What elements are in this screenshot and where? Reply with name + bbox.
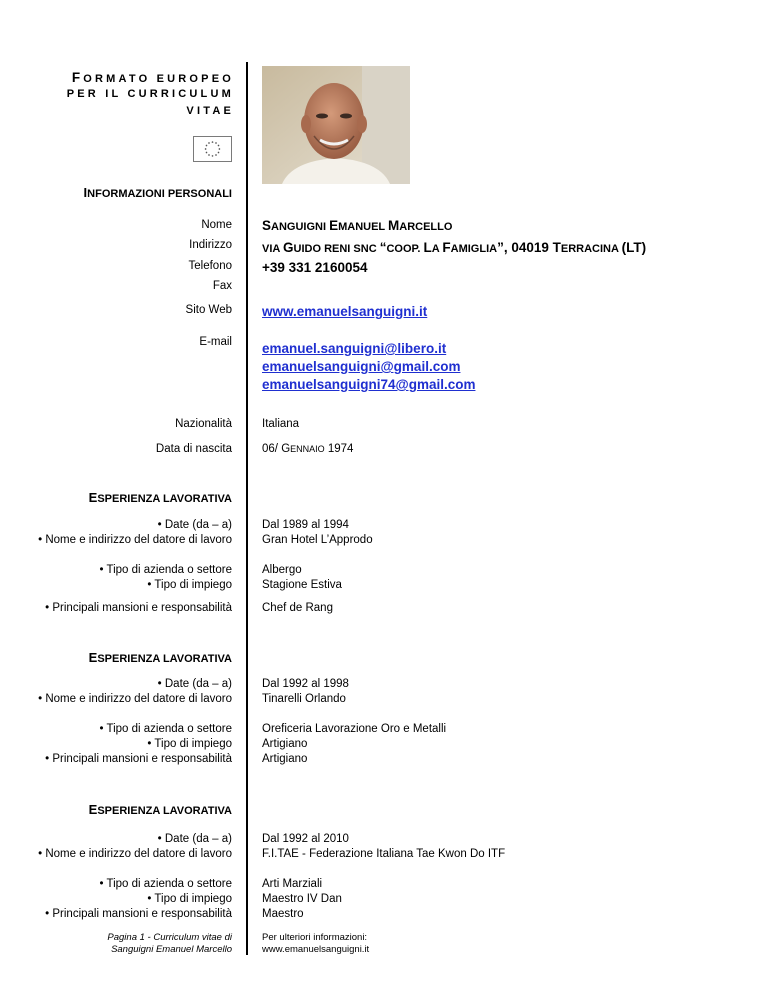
profile-photo [262,66,410,184]
format-title-line1: FORMATO EUROPEO [71,70,234,85]
exp1-label-duties: • Principali mansioni e responsabilità [45,602,232,614]
exp2-date: Dal 1992 al 1998 [262,678,349,690]
label-sito-web: Sito Web [185,304,232,316]
footer-more-info [262,932,369,956]
exp2-label-date: • Date (da – a) [157,678,232,690]
footer-page-line1: Pagina 1 - Curriculum vitae di [107,932,232,943]
exp3-label-employer: • Nome e indirizzo del datore di lavoro [38,848,232,860]
exp3-sector: Arti Marziali [262,878,323,890]
label-indirizzo: Indirizzo [189,239,232,251]
eu-flag-icon [193,136,232,162]
label-nome: Nome [201,219,232,231]
exp2-type: Artigiano [262,738,308,750]
label-data-nascita: Data di nascita [155,443,232,455]
exp1-label-sector: • Tipo di azienda o settore [99,564,232,576]
label-telefono: Telefono [188,260,232,272]
exp2-label-sector: • Tipo di azienda o settore [99,723,232,735]
exp2-duties: Artigiano [262,753,308,765]
website-link[interactable]: www.emanuelsanguigni.it [262,304,428,319]
section-personal-info: INFORMAZIONI PERSONALI [83,185,232,200]
value-nationality: Italiana [262,418,300,430]
value-name: SANGUIGNI EMANUEL MARCELLO [262,218,453,233]
exp1-sector: Albergo [262,564,302,576]
exp3-label-sector: • Tipo di azienda o settore [99,878,232,890]
exp3-label-duties: • Principali mansioni e responsabilità [45,908,232,920]
section-experience-1: ESPERIENZA LAVORATIVA [88,490,232,505]
exp2-employer: Tinarelli Orlando [262,693,346,705]
exp1-duties: Chef de Rang [262,602,333,614]
format-title-line3: VITAE [186,105,234,117]
column-divider [246,62,248,955]
exp1-label-type: • Tipo di impiego [147,579,232,591]
footer-page-line2: Sanguigni Emanuel Marcello [111,944,232,955]
email-link-libero[interactable]: emanuel.sanguigni@libero.it [262,341,447,356]
exp2-label-employer: • Nome e indirizzo del datore di lavoro [38,693,232,705]
exp3-employer: F.I.TAE - Federazione Italiana Tae Kwon Do ITF [262,848,506,860]
value-birth-date: 06/ GENNAIO 1974 [262,443,354,455]
exp2-label-duties: • Principali mansioni e responsabilità [45,753,232,765]
exp1-type: Stagione Estiva [262,579,342,591]
exp3-duties: Maestro [262,908,304,920]
label-nazionalita: Nazionalità [175,418,232,430]
section-experience-3: ESPERIENZA LAVORATIVA [88,802,232,817]
exp1-date: Dal 1989 al 1994 [262,519,349,531]
exp2-sector: Oreficeria Lavorazione Oro e Metalli [262,723,447,735]
exp1-label-employer: • Nome e indirizzo del datore di lavoro [38,534,232,546]
footer-more-line2[interactable]: www.emanuelsanguigni.it [262,944,370,955]
value-address: VIA GUIDO RENI SNC “COOP. LA FAMIGLIA”, 04019 TERRACINA (LT) [262,240,647,255]
exp2-label-type: • Tipo di impiego [147,738,232,750]
value-phone: +39 331 2160054 [262,260,368,275]
exp3-label-date: • Date (da – a) [157,833,232,845]
label-email: E-mail [199,336,232,348]
email-link-gmail[interactable]: emanuelsanguigni@gmail.com [262,359,461,374]
exp1-label-date: • Date (da – a) [157,519,232,531]
section-experience-2: ESPERIENZA LAVORATIVA [88,650,232,665]
label-fax: Fax [212,280,232,292]
exp1-employer: Gran Hotel L’Approdo [262,534,373,546]
footer-page-info [52,932,232,956]
footer-more-line1: Per ulteriori informazioni: [262,932,368,943]
exp3-label-type: • Tipo di impiego [147,893,232,905]
email-link-gmail-74[interactable]: emanuelsanguigni74@gmail.com [262,377,476,392]
exp3-type: Maestro IV Dan [262,893,342,905]
exp3-date: Dal 1992 al 2010 [262,833,349,845]
format-title-line2: PER IL CURRICULUM [66,88,234,100]
